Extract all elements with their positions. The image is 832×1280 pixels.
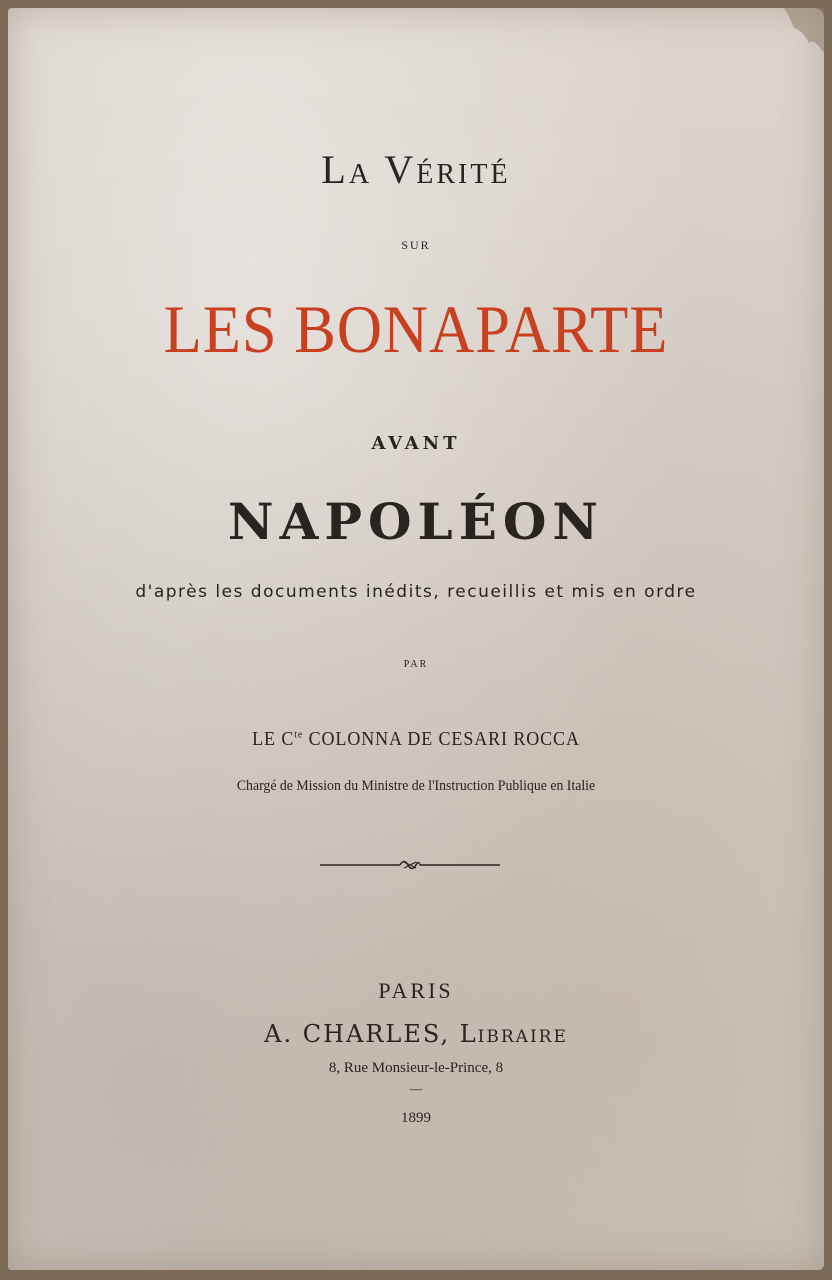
ornamental-rule xyxy=(320,854,500,874)
publisher-name: A. CHARLES, xyxy=(264,1020,451,1048)
publisher xyxy=(8,1020,824,1048)
worn-corner-decoration xyxy=(764,8,824,58)
author-name: COLONNA DE CESARI ROCCA xyxy=(303,728,580,750)
publisher-role: Libraire xyxy=(459,1020,568,1048)
city: PARIS xyxy=(378,978,454,1003)
publication-year: 1899 xyxy=(401,1110,431,1126)
author-role: Chargé de Mission du Ministre de l'Instruction Publique en Italie xyxy=(236,778,596,794)
author-title-abbrev: te xyxy=(294,728,304,741)
author xyxy=(49,728,783,751)
by-line-par: par xyxy=(403,656,429,671)
publisher-address: 8, Rue Monsieur-le-Prince, 8 xyxy=(328,1060,504,1076)
title-line-verite: La Vérité xyxy=(321,147,511,192)
separator-dash: — xyxy=(409,1081,423,1096)
title-page xyxy=(8,8,824,1270)
title-line-avant: avant xyxy=(371,426,461,456)
title-napoleon: NAPOLÉON xyxy=(227,492,605,551)
title-main-bonaparte: LES BONAPARTE xyxy=(163,291,669,367)
subtitle: d'après les documents inédits, recueillis et mis en ordre xyxy=(135,582,697,602)
author-prefix: LE C xyxy=(252,728,295,750)
title-line-sur: sur xyxy=(401,234,431,253)
